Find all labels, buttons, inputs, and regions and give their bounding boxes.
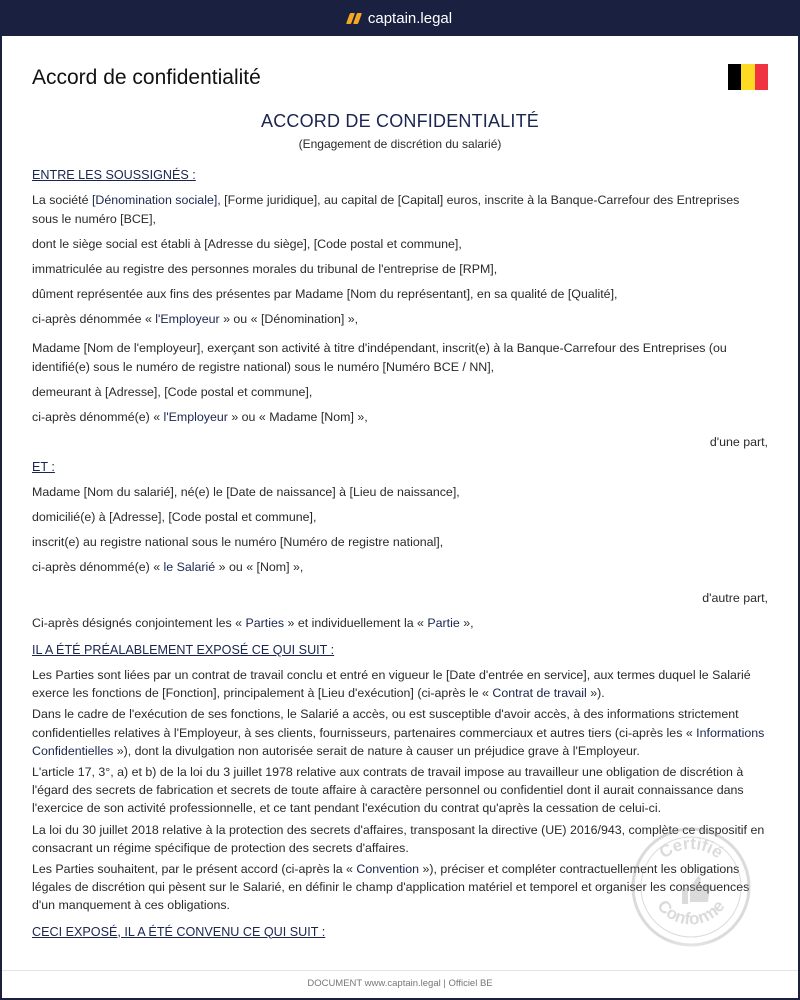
preamble-paragraph-5: Les Parties souhaitent, par le présent accord (ci-après la « Convention »), préciser et compléter contractuellement les obligations légales de discrétion qui pèsent sur le Salarié, en définir le champ d'application matériel et temporel et organiser les conséquences d'un manquement à ces obligations. xyxy=(32,862,750,913)
document-heading: ACCORD DE CONFIDENTIALITÉ xyxy=(260,111,540,131)
preamble-paragraph-4: La loi du 30 juillet 2018 relative à la protection des secrets d'affaires, transposant la directive (UE) 2016/943, complète ce dispositif en consacrant un régime spécifique de protection des secrets d'affaires. xyxy=(32,822,765,855)
employee-identity: Madame [Nom du salarié], né(e) le [Date de naissance] à [Lieu de naissance], xyxy=(32,485,460,499)
section-heading-parties: ENTRE LES SOUSSIGNÉS : xyxy=(32,168,196,182)
joint-designation: Ci-après désignés conjointement les « Parties » et individuellement la « Partie », xyxy=(32,616,474,630)
section-heading-and: ET : xyxy=(32,460,55,474)
stamp-text-bottom: Conforme xyxy=(653,896,729,929)
certified-stamp-icon xyxy=(630,826,752,948)
company-representative: dûment représentée aux fins des présentes par Madame [Nom du représentant], en sa qualité de [Qualité], xyxy=(32,287,618,301)
company-registry: immatriculée au registre des personnes morales du tribunal de l'entreprise de [RPM], xyxy=(32,262,498,276)
company-identity: La société [Dénomination sociale], [Forme juridique], au capital de [Capital] euros, inscrite à la Banque-Carrefour des Entreprises sous le numéro [BCE], xyxy=(32,193,740,226)
page-footer: DOCUMENT www.captain.legal | Officiel BE xyxy=(2,970,798,998)
employer-designation: ci-après dénommé(e) « l'Employeur » ou « Madame [Nom] », xyxy=(32,410,368,424)
flag-stripe-red xyxy=(755,64,768,90)
document-body xyxy=(32,110,768,948)
employee-address: domicilié(e) à [Adresse], [Code postal et commune], xyxy=(32,510,317,524)
bottom-fade xyxy=(2,940,798,970)
brand-logo-icon xyxy=(348,13,360,24)
first-party-label: d'une part, xyxy=(709,435,768,449)
document-subheading: (Engagement de discrétion du salarié) xyxy=(298,137,502,151)
section-heading-preamble: IL A ÉTÉ PRÉALABLEMENT EXPOSÉ CE QUI SUIT : xyxy=(32,643,335,657)
flag-stripe-yellow xyxy=(741,64,754,90)
company-seat: dont le siège social est établi à [Adresse du siège], [Code postal et commune], xyxy=(32,237,462,251)
preamble-paragraph-3: L'article 17, 3°, a) et b) de la loi du 3 juillet 1978 relative aux contrats de travail impose au travailleur une obligation de discrétion à l'égard des secrets de fabrication et secrets de toute affaire à caractère personnel ou confidentiel dont il aurait connaissance dans l'exercice de son activité professionnelle, et ce tant pendant l'exécution du contrat qu'après la cessation de celui-ci. xyxy=(32,765,744,816)
flag-stripe-black xyxy=(728,64,741,90)
stamp-text-top: Certifié xyxy=(655,833,727,863)
employer-address: demeurant à [Adresse], [Code postal et commune], xyxy=(32,385,313,399)
employee-designation: ci-après dénommé(e) « le Salarié » ou « [Nom] », xyxy=(32,560,304,574)
employee-registry: inscrit(e) au registre national sous le numéro [Numéro de registre national], xyxy=(32,535,444,549)
preamble-paragraph-2: Dans le cadre de l'exécution de ses fonctions, le Salarié a accès, ou est susceptible d'avoir accès, à des informations strictement confidentielles relatives à l'Employeur, à ses clients, fournisseurs, partenaires commerciaux et autres tiers (ci-après les « Informations Confidentielles »), dont la divulgation non autorisée serait de nature à causer un préjudice grave à l'Employeur. xyxy=(32,707,765,758)
document-page xyxy=(2,36,798,998)
preamble-paragraph-1: Les Parties sont liées par un contrat de travail conclu et entré en vigueur le [Date d'entrée en service], aux termes duquel le Salarié exerce les fonctions de [Fonction], principalement à [Lieu d'exécution] (ci-après le « Contrat de travail »). xyxy=(32,668,751,701)
second-party-label: d'autre part, xyxy=(702,591,768,605)
section-heading-agreement: CECI EXPOSÉ, IL A ÉTÉ CONVENU CE QUI SUIT : xyxy=(32,924,326,939)
top-bar xyxy=(0,0,800,36)
employer-identity: Madame [Nom de l'employeur], exerçant son activité à titre d'indépendant, inscrit(e) à la Banque-Carrefour des Entreprises (ou identifié(e) sous le numéro de registre national) sous le numéro [Numéro BCE / NN], xyxy=(32,341,727,374)
page-title: Accord de confidentialité xyxy=(32,66,261,89)
brand-name[interactable]: captain.legal xyxy=(367,9,453,27)
belgium-flag-icon xyxy=(728,64,768,90)
company-designation: ci-après dénommée « l'Employeur » ou « [Dénomination] », xyxy=(32,312,359,326)
